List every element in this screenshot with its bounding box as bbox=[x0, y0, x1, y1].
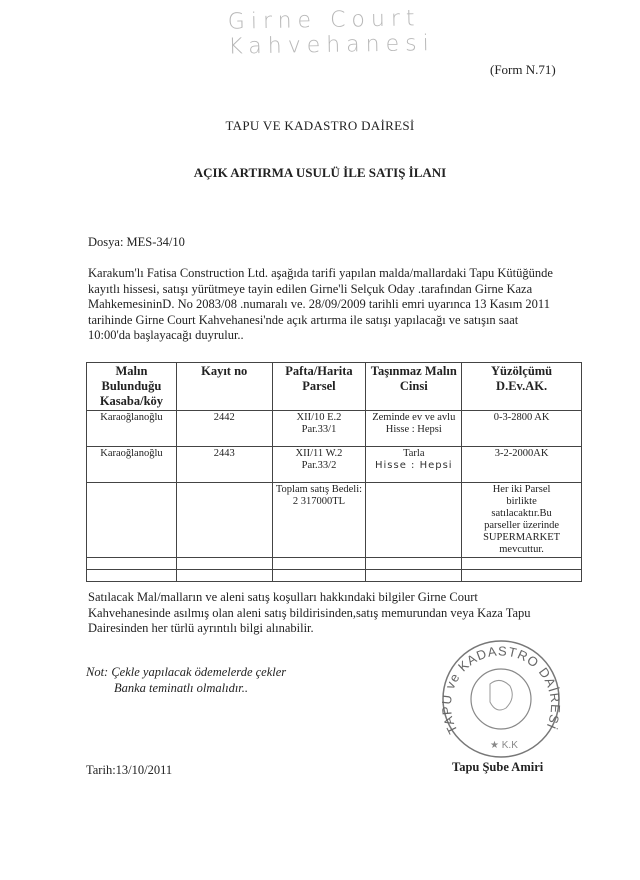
cell: 2443 bbox=[176, 447, 272, 483]
note-line: Banka teminatlı olmalıdır.. bbox=[114, 681, 249, 695]
cell-line: satılacaktır.Bu bbox=[491, 508, 552, 519]
date: Tarih:13/10/2011 bbox=[86, 763, 173, 777]
office-name: TAPU VE KADASTRO DAİRESİ bbox=[225, 118, 415, 133]
total-label: Toplam satış Bedeli: bbox=[275, 484, 363, 495]
cell: Karaoğlanoğlu bbox=[87, 411, 177, 447]
svg-text:★ K.K: ★ K.K bbox=[490, 740, 518, 751]
remark-cell bbox=[462, 483, 582, 558]
info-paragraph bbox=[88, 590, 531, 637]
cell bbox=[366, 411, 462, 447]
svg-text:TAPU ve KADASTRO DAİRESİ bbox=[439, 643, 563, 736]
document-title: AÇIK ARTIRMA USULÜ İLE SATIŞ İLANI bbox=[193, 165, 447, 180]
cell-line: SUPERMARKET bbox=[483, 532, 561, 543]
column-header: Taşınmaz Malın Cinsi bbox=[366, 363, 462, 411]
text-line: Karakum'lı Fatisa Construction Ltd. aşağıda tarifi yapılan malda/mallardaki Tapu Kütüğünde bbox=[88, 266, 553, 280]
cell-line: XII/10 E.2 bbox=[296, 412, 342, 423]
table-row-empty bbox=[87, 570, 582, 582]
cell: 2442 bbox=[176, 411, 272, 447]
text-line: Dairesinden her türlü ayrıntılı bilgi alınabilir. bbox=[88, 621, 314, 635]
cell bbox=[272, 483, 366, 558]
column-header: Yüzölçümü D.Ev.AK. bbox=[462, 363, 582, 411]
payment-note bbox=[86, 664, 286, 696]
form-number: (Form N.71) bbox=[490, 62, 556, 77]
column-header: Pafta/Harita Parsel bbox=[272, 363, 366, 411]
cell bbox=[272, 447, 366, 483]
column-header: Malın Bulunduğu Kasaba/köy bbox=[87, 363, 177, 411]
table-row bbox=[87, 411, 582, 447]
cell-line: mevcuttur. bbox=[499, 544, 544, 555]
cell bbox=[366, 483, 462, 558]
cell-line: birlikte bbox=[506, 496, 537, 507]
cell-line: Her iki Parsel bbox=[492, 484, 551, 495]
total-value: 2 317000TL bbox=[292, 496, 346, 507]
text-line: 10:00'da başlayacağı duyrulur.. bbox=[88, 328, 244, 342]
property-table bbox=[86, 362, 582, 582]
table-row bbox=[87, 447, 582, 483]
cell bbox=[366, 447, 462, 483]
cell-line: Par.33/1 bbox=[301, 424, 337, 435]
text-line: kayıtlı hissesi, satışı yürütmeye tayin edilen Girne'li Selçuk Oday .tarafından Girne Kaza bbox=[88, 281, 533, 296]
cell: 0-3-2800 AK bbox=[462, 411, 582, 447]
text-line: Kahvehanesinde asılmış olan aleni satış bildirisinden,satış memurundan veya Kaza Tapu bbox=[88, 605, 531, 620]
table-row-total bbox=[87, 483, 582, 558]
table-header-row bbox=[87, 363, 582, 411]
handwritten-cell-line: Hisse : Hepsi bbox=[374, 460, 453, 471]
cell: 3-2-2000AK bbox=[462, 447, 582, 483]
cell-line: Zeminde ev ve avlu bbox=[372, 412, 456, 423]
signature-label: Tapu Şube Amiri bbox=[452, 760, 544, 774]
stamp-text: TAPU ve KADASTRO DAİRESİ bbox=[438, 643, 564, 737]
cell-line: Par.33/2 bbox=[301, 460, 337, 471]
file-number: Dosya: MES-34/10 bbox=[88, 235, 185, 249]
cell bbox=[87, 483, 177, 558]
cell-line: parseller üzerinde bbox=[484, 520, 560, 531]
table-row-empty bbox=[87, 558, 582, 570]
handwritten-header: Girne Court Kahvehanesi bbox=[227, 6, 435, 60]
text-line: MahkemesininD. No 2083/08 .numaralı ve. 28/09/2009 tarihli emri uyarınca 13 Kasım 2011 bbox=[88, 297, 550, 311]
cell bbox=[272, 411, 366, 447]
intro-paragraph bbox=[88, 266, 553, 344]
cell bbox=[176, 483, 272, 558]
text-line: tarihinde Girne Court Kahvehanesi'nde açık artırma ile satışı yapılacağı ve satışın saat bbox=[88, 312, 519, 327]
cell-line: XII/11 W.2 bbox=[295, 448, 343, 459]
cell-line: Hisse : Hepsi bbox=[385, 424, 442, 435]
office-stamp bbox=[438, 636, 564, 762]
column-header: Kayıt no bbox=[176, 363, 272, 411]
text-line: Satılacak Mal/malların ve aleni satış koşulları hakkındaki bilgiler Girne Court bbox=[88, 590, 478, 604]
note-line: Not: Çekle yapılacak ödemelerde çekler bbox=[86, 665, 287, 679]
cell-line: Tarla bbox=[403, 448, 425, 459]
cell: Karaoğlanoğlu bbox=[87, 447, 177, 483]
